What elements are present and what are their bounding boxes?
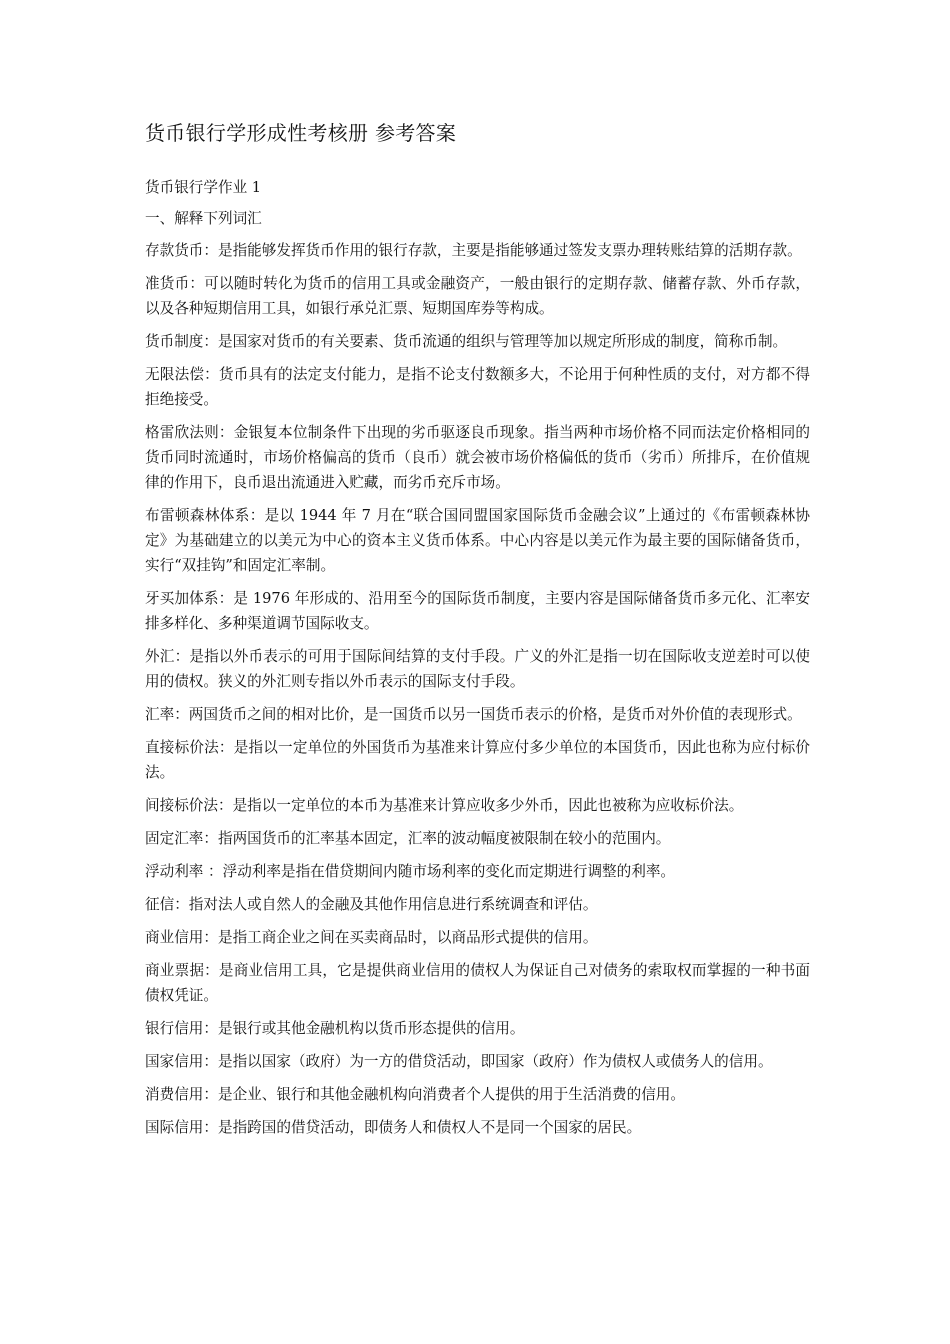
glossary-term: 存款货币： bbox=[145, 242, 218, 259]
glossary-definition: 是指以外币表示的可用于国际间结算的支付手段。广义的外汇是指一切在国际收支逆差时可以使用的债权。狭义的外汇则专指以外币表示的国际支付手段。 bbox=[145, 648, 810, 690]
glossary-entry bbox=[145, 859, 810, 884]
glossary-term: 间接标价法： bbox=[145, 797, 233, 814]
glossary-term: 直接标价法： bbox=[145, 739, 234, 756]
section-subtitle: 一、解释下列词汇 bbox=[145, 210, 262, 227]
glossary-term: 牙买加体系： bbox=[145, 590, 234, 607]
glossary-term: 银行信用： bbox=[145, 1020, 218, 1037]
glossary-definition: 浮动利率是指在借贷期间内随市场利率的变化而定期进行调整的利率。 bbox=[222, 863, 676, 880]
glossary-entry bbox=[145, 1016, 810, 1041]
glossary-term: 商业信用： bbox=[145, 929, 218, 946]
document-title: 货币银行学形成性考核册 参考答案 bbox=[145, 121, 457, 145]
glossary-definition: 两国货币之间的相对比价，是一国货币以另一国货币表示的价格，是货币对外价值的表现形式。 bbox=[188, 706, 802, 723]
document-body bbox=[145, 118, 810, 1148]
glossary-definition: 是商业信用工具，它是提供商业信用的债权人为保证自己对债务的索取权而掌握的一种书面债权凭证。 bbox=[145, 962, 810, 1004]
glossary-term: 无限法偿： bbox=[145, 366, 219, 383]
glossary-term: 消费信用： bbox=[145, 1086, 218, 1103]
glossary-definition: 可以随时转化为货币的信用工具或金融资产，一般由银行的定期存款、储蓄存款、外币存款，以及各种短期信用工具，如银行承兑汇票、短期国库券等构成。 bbox=[145, 275, 810, 317]
glossary-term: 汇率： bbox=[145, 706, 189, 723]
glossary-term: 浮动利率 ： bbox=[145, 863, 223, 880]
glossary-term: 商业票据： bbox=[145, 962, 219, 979]
glossary-definition: 指两国货币的汇率基本固定，汇率的波动幅度被限制在较小的范围内。 bbox=[217, 830, 671, 847]
glossary-entry bbox=[145, 420, 810, 495]
glossary-entry bbox=[145, 735, 810, 785]
glossary-term: 格雷欣法则： bbox=[145, 424, 234, 441]
glossary-entry bbox=[145, 958, 810, 1008]
glossary-definition: 是指跨国的借贷活动，即债务人和债权人不是同一个国家的居民。 bbox=[217, 1119, 642, 1136]
glossary-list bbox=[145, 238, 810, 1140]
glossary-definition: 是国家对货币的有关要素、货币流通的组织与管理等加以规定所形成的制度，简称币制。 bbox=[217, 333, 788, 350]
glossary-entry bbox=[145, 362, 810, 412]
glossary-definition: 指对法人或自然人的金融及其他作用信息进行系统调查和评估。 bbox=[188, 896, 598, 913]
glossary-entry bbox=[145, 238, 810, 263]
glossary-entry bbox=[145, 503, 810, 578]
glossary-definition: 是银行或其他金融机构以货币形态提供的信用。 bbox=[217, 1020, 525, 1037]
glossary-definition: 是指以一定单位的本币为基准来计算应收多少外币，因此也被称为应收标价法。 bbox=[232, 797, 744, 814]
glossary-definition: 是指能够发挥货币作用的银行存款，主要是指能够通过签发支票办理转账结算的活期存款。 bbox=[217, 242, 802, 259]
glossary-entry bbox=[145, 793, 810, 818]
glossary-entry bbox=[145, 892, 810, 917]
glossary-definition: 是指以一定单位的外国货币为基准来计算应付多少单位的本国货币，因此也称为应付标价法。 bbox=[145, 739, 810, 781]
glossary-entry bbox=[145, 925, 810, 950]
glossary-entry bbox=[145, 1082, 810, 1107]
glossary-entry bbox=[145, 826, 810, 851]
glossary-definition: 是以 1944 年 7 月在“联合国同盟国家国际货币金融会议”上通过的《布雷顿森林协定》为基础建立的以美元为中心的资本主义货币体系。中心内容是以美元作为最主要的国际储备货币，实行“双挂钩”和固定汇率制。 bbox=[145, 507, 810, 574]
glossary-entry bbox=[145, 1115, 810, 1140]
glossary-definition: 货币具有的法定支付能力，是指不论支付数额多大，不论用于何种性质的支付，对方都不得拒绝接受。 bbox=[145, 366, 810, 408]
glossary-term: 固定汇率： bbox=[145, 830, 218, 847]
glossary-term: 国际信用： bbox=[145, 1119, 218, 1136]
glossary-term: 货币制度： bbox=[145, 333, 218, 350]
glossary-term: 外汇： bbox=[145, 648, 190, 665]
glossary-entry bbox=[145, 1049, 810, 1074]
glossary-term: 征信： bbox=[145, 896, 189, 913]
glossary-term: 准货币： bbox=[145, 275, 205, 292]
glossary-definition: 是企业、银行和其他金融机构向消费者个人提供的用于生活消费的信用。 bbox=[217, 1086, 685, 1103]
glossary-definition: 是指以国家（政府）为一方的借贷活动，即国家（政府）作为债权人或债务人的信用。 bbox=[217, 1053, 773, 1070]
glossary-entry bbox=[145, 702, 810, 727]
glossary-definition: 是 1976 年形成的、沿用至今的国际货币制度，主要内容是国际储备货币多元化、汇率安排多样化、多种渠道调节国际收支。 bbox=[145, 590, 810, 632]
section-title: 货币银行学作业 1 bbox=[145, 179, 262, 196]
glossary-entry bbox=[145, 644, 810, 694]
glossary-definition: 金银复本位制条件下出现的劣币驱逐良币现象。指当两种市场价格不同而法定价格相同的货币同时流通时，市场价格偏高的货币（良币）就会被市场价格偏低的货币（劣币）所排斥，在价值规律的作用下，良币退出流通进入贮藏，而劣币充斥市场。 bbox=[145, 424, 810, 491]
glossary-entry bbox=[145, 271, 810, 321]
glossary-term: 布雷顿森林体系： bbox=[145, 507, 265, 524]
glossary-entry bbox=[145, 586, 810, 636]
glossary-definition: 是指工商企业之间在买卖商品时，以商品形式提供的信用。 bbox=[217, 929, 598, 946]
glossary-entry bbox=[145, 329, 810, 354]
glossary-term: 国家信用： bbox=[145, 1053, 218, 1070]
